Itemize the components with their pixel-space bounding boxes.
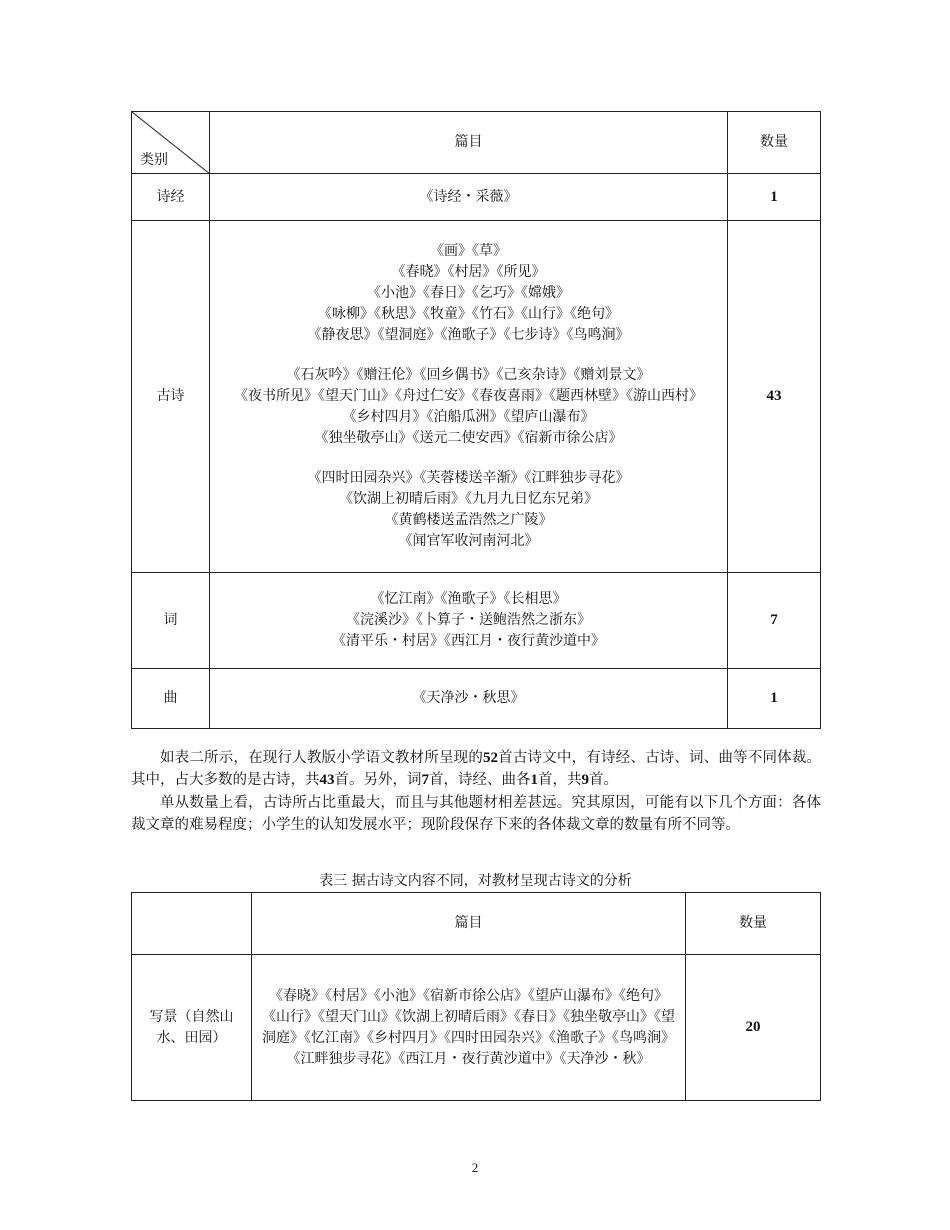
category-cell: 曲 [132,669,210,729]
category-header [132,893,252,955]
works-header: 篇目 [252,893,686,955]
table-row [132,221,821,573]
count-cell: 1 [728,174,821,221]
works-group [220,241,717,346]
works-line: 《天净沙・秋思》 [412,690,525,706]
count-cell: 20 [686,955,821,1101]
works-line: 《黄鹤楼送孟浩然之广陵》 [384,512,553,528]
category-cell: 词 [132,573,210,669]
works-line: 《浣溪沙》《卜算子・送鲍浩然之浙东》 [346,612,591,628]
body-paragraph-1: 如表二所示，在现行人教版小学语文教材所呈现的52首古诗文中，有诗经、古诗、词、曲等不同体裁。其中，占大多数的是古诗，共43首。另外，词7首，诗经、曲各1首，共9首。 [131,750,821,788]
works-line: 《夜书所见》《望天门山》《舟过仁安》《春夜喜雨》《题西林壁》《游山西村》《乡村四月》《泊船瓜洲》《望庐山瀑布》 [234,388,703,425]
table-row [132,669,821,729]
count-header: 数量 [728,112,821,174]
table-row [132,573,821,669]
works-line: 《独坐敬亭山》《送元二使安西》《宿新市徐公店》 [314,430,623,446]
table-header-row [132,893,821,955]
category-cell: 诗经 [132,174,210,221]
works-cell [210,174,728,221]
works-group [220,365,717,449]
table-row [132,955,821,1101]
content-table [131,892,821,1101]
table-header-row [132,112,821,174]
works-line: 《春晓》《村居》《所见》 [391,264,546,280]
works-cell [210,573,728,669]
category-cell: 古诗 [132,221,210,573]
works-line: 《四时田园杂兴》《芙蓉楼送辛渐》《江畔独步寻花》 [307,470,630,486]
works-line: 《闻官军收河南河北》 [398,533,539,549]
works-line: 《小池》《春日》《乞巧》《嫦娥》 [367,285,570,301]
page-number: 2 [471,1160,479,1175]
works-cell [210,669,728,729]
category-cell: 写景（自然山水、田园） [132,955,252,1101]
works-line: 《诗经・采薇》 [419,188,518,205]
works-line: 《忆江南》《渔歌子》《长相思》 [370,591,567,607]
works-line: 《画》《草》 [430,243,507,259]
table-row [132,174,821,221]
diagonal-header-cell [132,112,210,174]
works-line: 《石灰吟》《赠汪伦》《回乡偶书》《己亥杂诗》《赠刘景文》 [286,367,651,383]
count-header: 数量 [686,893,821,955]
table-caption: 表三 据古诗文内容不同，对教材呈现古诗文的分析 [319,873,632,889]
works-cell [210,221,728,573]
count-cell: 1 [728,669,821,729]
works-line: 《饮湖上初晴后雨》《九月九日忆东兄弟》 [339,491,598,507]
works-line: 《清平乐・村居》《西江月・夜行黄沙道中》 [332,633,605,649]
works-header: 篇目 [210,112,728,174]
category-header: 类别 [140,152,168,168]
count-cell: 43 [728,221,821,573]
works-cell: 《春晓》《村居》《小池》《宿新市徐公店》《望庐山瀑布》《绝句》《山行》《望天门山》《饮湖上初晴后雨》《春日》《独坐敬亭山》《望洞庭》《忆江南》《乡村四月》《四时田园杂兴》《渔歌子》《鸟鸣涧》《江畔独步寻花》《西江月・夜行黄沙道中》《天净沙・秋》 [252,955,686,1101]
genre-table [131,111,821,729]
works-line: 《咏柳》《秋思》《牧童》《竹石》《山行》《绝句》 [318,306,619,322]
count-cell: 7 [728,573,821,669]
works-group [220,468,717,552]
body-paragraph-2: 单从数量上看，古诗所占比重最大，而且与其他题材相差甚远。究其原因，可能有以下几个方面：各体裁文章的难易程度；小学生的认知发展水平；现阶段保存下来的各体裁文章的数量有所不同等。 [131,795,821,833]
works-line: 《静夜思》《望洞庭》《渔歌子》《七步诗》《鸟鸣涧》 [307,327,630,343]
